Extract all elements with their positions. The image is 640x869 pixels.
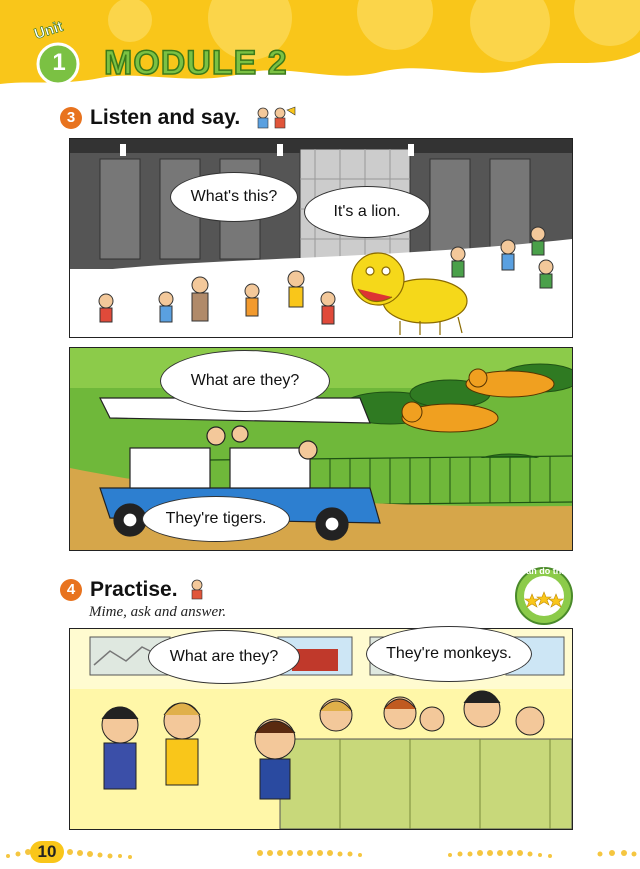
page-footer	[0, 838, 640, 864]
comic-panel-lion	[69, 138, 573, 338]
lion-scene-illustration	[70, 139, 572, 337]
section-4-subtitle: Mime, ask and answer.	[89, 604, 227, 620]
header-background	[0, 0, 640, 96]
page-header	[0, 0, 640, 96]
module-title: MODULE 2	[104, 44, 288, 82]
unit-number: 1	[52, 49, 66, 76]
section-3-title: Listen and say.	[90, 106, 241, 129]
speech-bubble-answer: They're tigers.	[142, 496, 290, 542]
section-4-title: Practise.	[90, 578, 178, 601]
badge-label: I can do this!	[516, 566, 572, 576]
practise-kid-icon	[186, 578, 208, 600]
speech-bubble-answer: They're monkeys.	[366, 626, 532, 682]
speech-bubble-question: What are they?	[160, 350, 330, 412]
page-number: 10	[37, 842, 57, 861]
listen-say-kids-icon	[253, 106, 297, 130]
unit-label: Unit	[32, 17, 66, 44]
speech-bubble-question: What's this?	[170, 172, 298, 222]
section-4-number: 4	[60, 579, 82, 601]
footer-dots-decoration	[0, 838, 640, 864]
speech-bubble-answer: It's a lion.	[304, 186, 430, 238]
section-3-number: 3	[60, 107, 82, 129]
speech-bubble-question: What are they?	[148, 630, 300, 684]
